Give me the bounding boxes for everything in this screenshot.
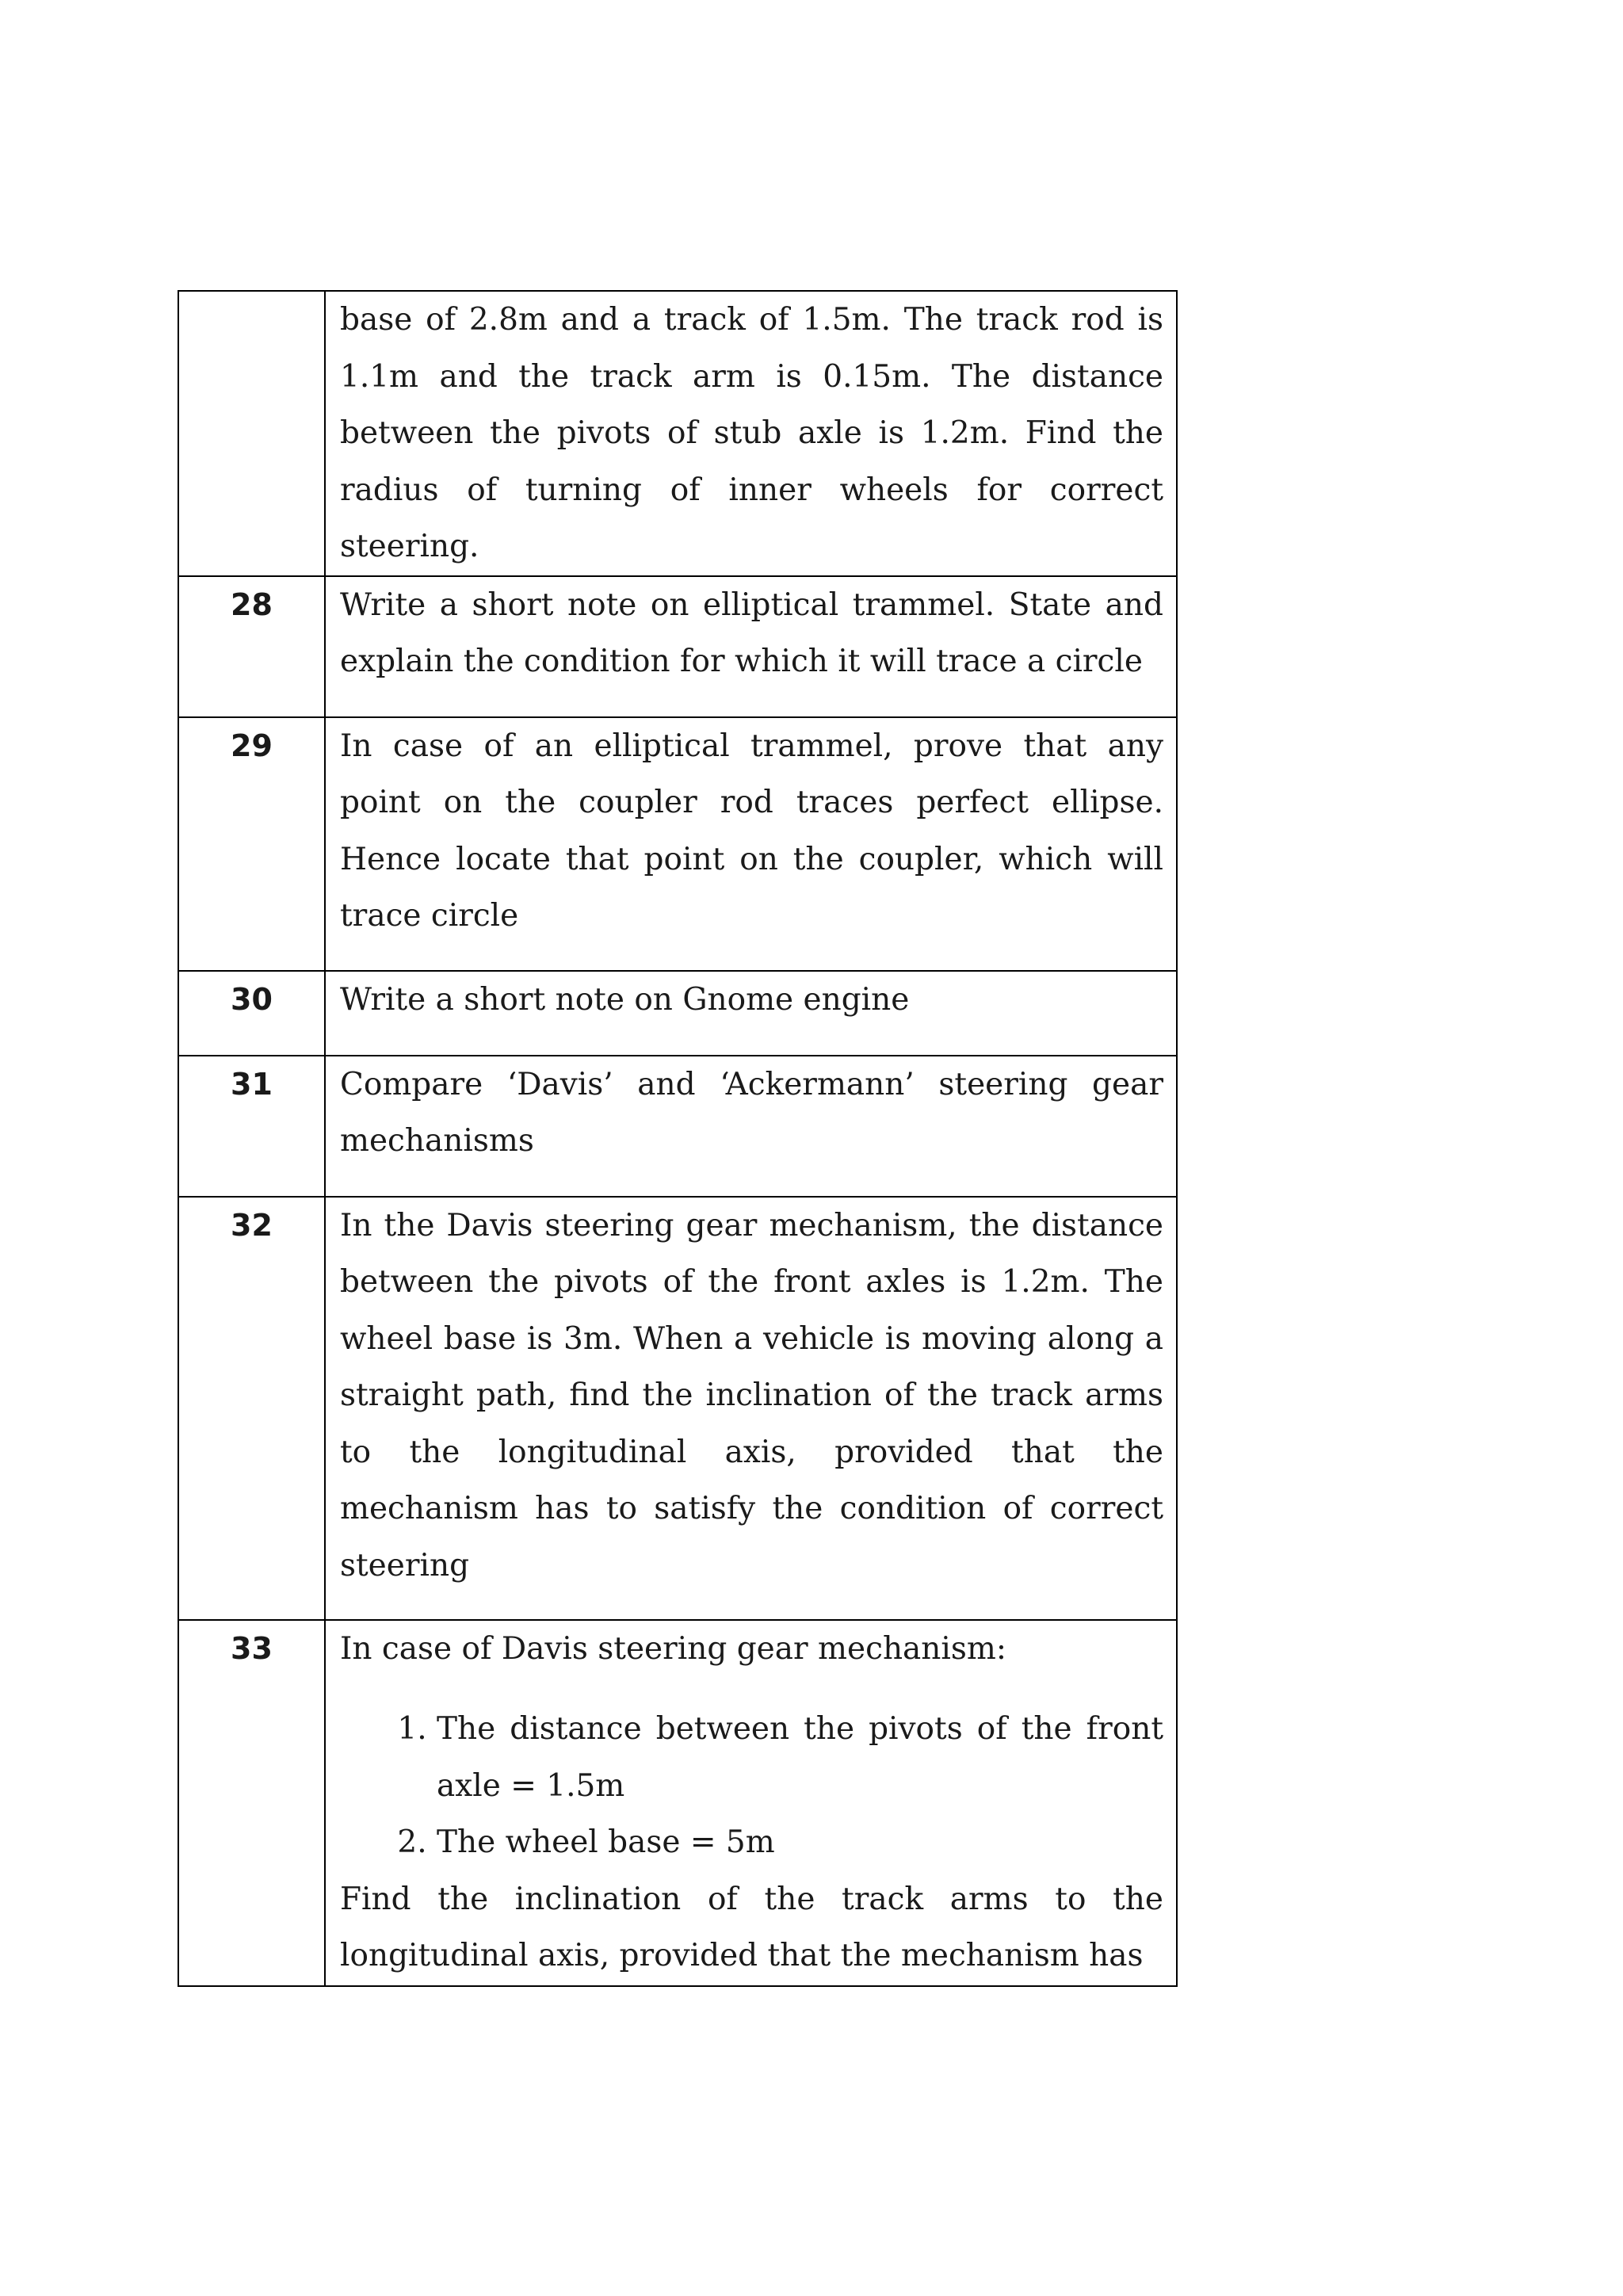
question-outro: Find the inclination of the track arms to the longitudinal axis, provided that the mechanism has (340, 1881, 1163, 1973)
question-text: Write a short note on Gnome engine (325, 971, 1177, 1056)
question-number: 28 (178, 576, 325, 717)
table-row (178, 971, 1177, 1056)
question-number: 30 (178, 971, 325, 1056)
table-row (178, 1620, 1177, 1986)
question-number: 33 (178, 1620, 325, 1986)
table-row (178, 1056, 1177, 1197)
question-number: 31 (178, 1056, 325, 1197)
list-item: 1. The distance between the pivots of the front axle = 1.5m (437, 1701, 1163, 1814)
question-text: In case of an elliptical trammel, prove that any point on the coupler rod traces perfect ellipse. Hence locate that point on the coupler, which will trace circle (325, 717, 1177, 971)
question-number: 29 (178, 717, 325, 971)
question-text: Compare ‘Davis’ and ‘Ackermann’ steering gear mechanisms (325, 1056, 1177, 1197)
table-row (178, 1197, 1177, 1620)
given-data-list (340, 1701, 1163, 1871)
table-row (178, 291, 1177, 576)
table-row (178, 576, 1177, 717)
question-intro: In case of Davis steering gear mechanism: (340, 1630, 1007, 1667)
question-number: 32 (178, 1197, 325, 1620)
question-text: base of 2.8m and a track of 1.5m. The track rod is 1.1m and the track arm is 0.15m. The distance between the pivots of stub axle is 1.2m. Find the radius of turning of inner wheels for correct steering. (325, 291, 1177, 576)
question-text (325, 1620, 1177, 1986)
question-number (178, 291, 325, 576)
question-text: In the Davis steering gear mechanism, the distance between the pivots of the front axles is 1.2m. The wheel base is 3m. When a vehicle is moving along a straight path, find the inclination of the track arms to the longitudinal axis, provided that the mechanism has to satisfy the condition of correct steering (325, 1197, 1177, 1620)
question-text: Write a short note on elliptical trammel. State and explain the condition for which it will trace a circle (325, 576, 1177, 717)
list-item: 2. The wheel base = 5m (437, 1814, 1163, 1871)
table-row (178, 717, 1177, 971)
questions-table (178, 290, 1178, 1987)
